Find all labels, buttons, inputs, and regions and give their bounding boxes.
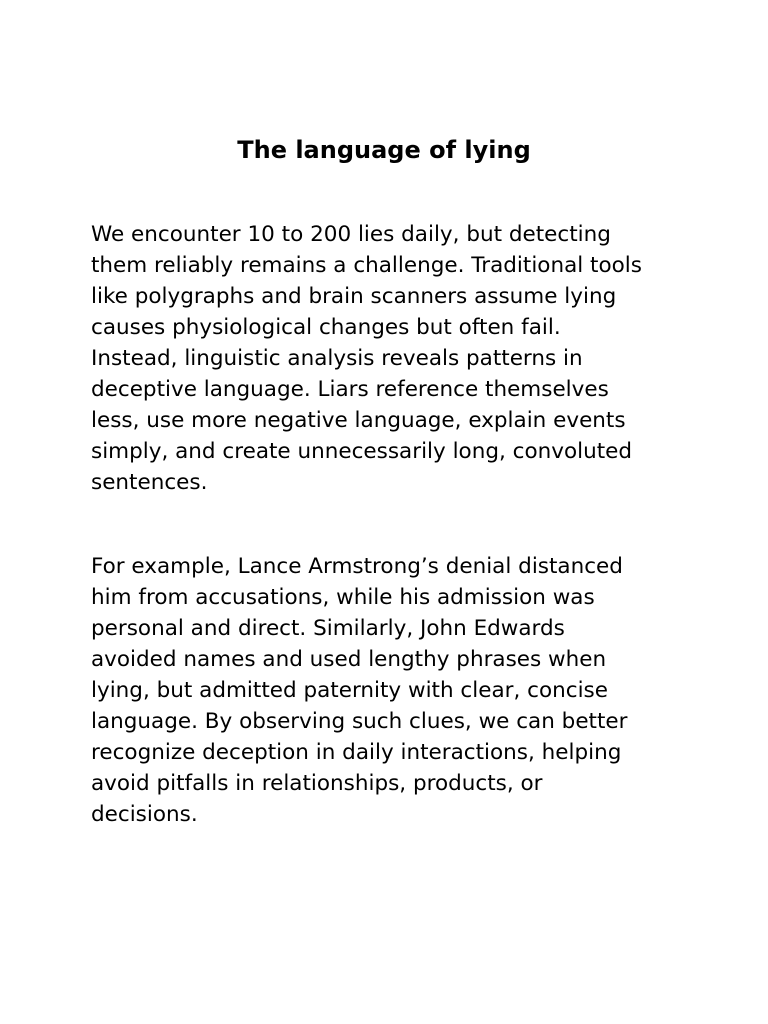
paragraph-line: Instead, linguistic analysis reveals patterns in	[91, 346, 583, 371]
paragraph-line: simply, and create unnecessarily long, convoluted	[91, 439, 633, 464]
paragraph-line: less, use more negative language, explain events	[91, 408, 626, 433]
page-title: The language of lying	[237, 136, 531, 164]
paragraph-line: him from accusations, while his admission was	[91, 585, 595, 610]
paragraph-line: avoid pitfalls in relationships, products, or	[91, 771, 543, 796]
paragraph-line: like polygraphs and brain scanners assume lying	[91, 284, 617, 309]
paragraph-line: deceptive language. Liars reference themselves	[91, 377, 609, 402]
paragraph-line: lying, but admitted paternity with clear, concise	[91, 678, 608, 703]
paragraph-2	[91, 551, 691, 830]
paragraph-line: We encounter 10 to 200 lies daily, but detecting	[91, 222, 611, 247]
paragraph-line: personal and direct. Similarly, John Edwards	[91, 616, 565, 641]
paragraph-line: For example, Lance Armstrong’s denial distanced	[91, 554, 623, 579]
paragraph-1	[91, 219, 691, 498]
paragraph-line: language. By observing such clues, we can better	[91, 709, 628, 734]
paragraph-line: decisions.	[91, 802, 198, 827]
paragraph-line: causes physiological changes but often fail.	[91, 315, 561, 340]
paragraph-line: them reliably remains a challenge. Traditional tools	[91, 253, 642, 278]
paragraph-line: recognize deception in daily interactions, helping	[91, 740, 622, 765]
paragraph-line: sentences.	[91, 470, 208, 495]
paragraph-line: avoided names and used lengthy phrases when	[91, 647, 607, 672]
